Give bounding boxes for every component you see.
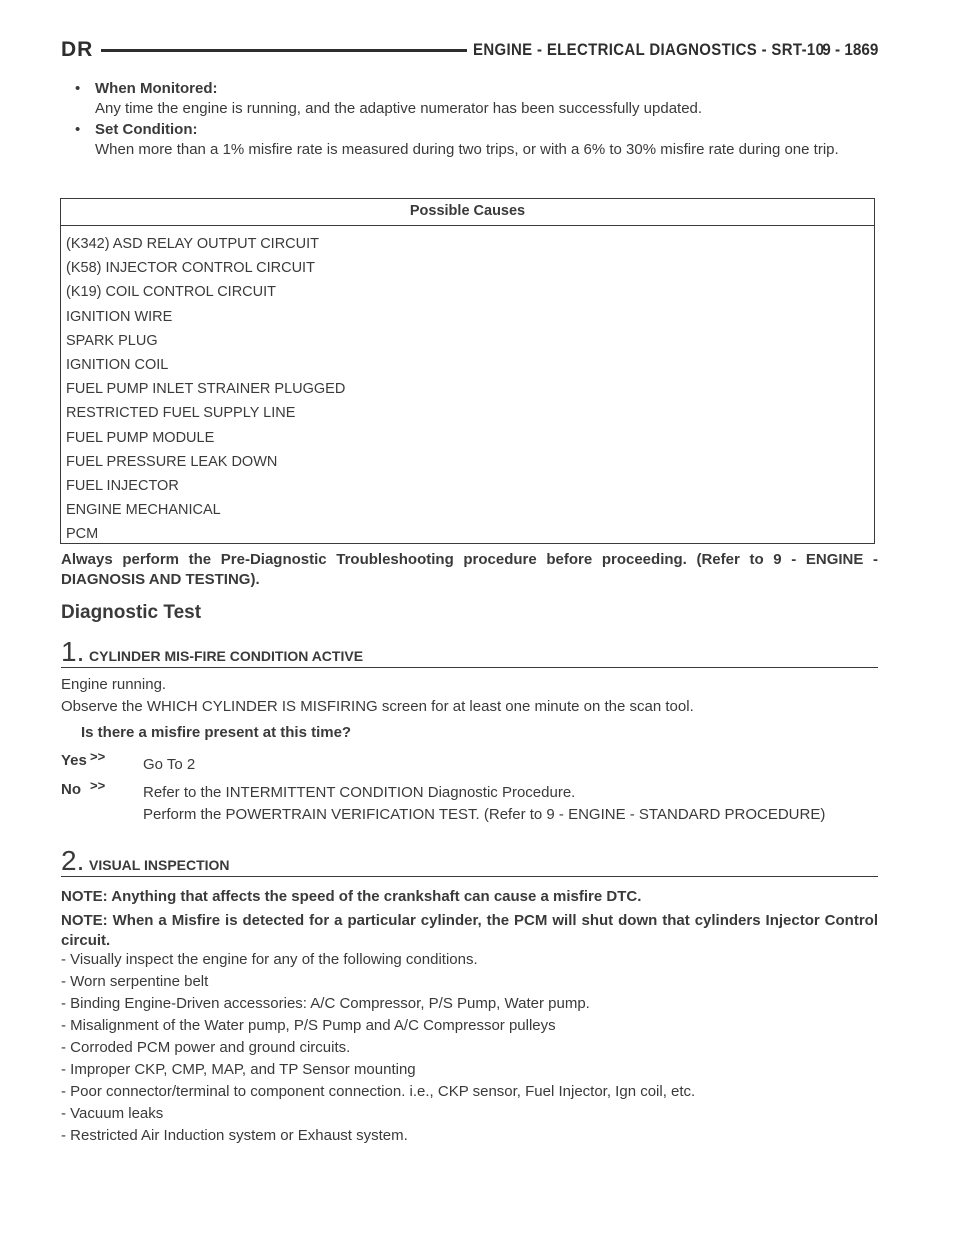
inspection-item: - Misalignment of the Water pump, P/S Pump and A/C Compressor pulleys bbox=[61, 1017, 556, 1034]
header-page-number: 9 - 1869 bbox=[821, 40, 878, 59]
answer-yes-arrow: >> bbox=[90, 749, 106, 764]
possible-causes-table bbox=[60, 198, 875, 544]
step-2-note-1: NOTE: Anything that affects the speed of the crankshaft can cause a misfire DTC. bbox=[61, 888, 642, 905]
inspection-item: - Visually inspect the engine for any of the following conditions. bbox=[61, 951, 478, 968]
cause-item: FUEL INJECTOR bbox=[66, 477, 179, 494]
header-rule bbox=[101, 49, 467, 52]
step-1-line-1: Engine running. bbox=[61, 676, 167, 693]
answer-yes-label: Yes bbox=[61, 752, 87, 769]
inspection-item: - Improper CKP, CMP, MAP, and TP Sensor mounting bbox=[61, 1061, 416, 1078]
page-header bbox=[61, 38, 878, 62]
answer-no-text-1: Refer to the INTERMITTENT CONDITION Diagnostic Procedure. bbox=[143, 784, 576, 801]
step-rule bbox=[61, 876, 878, 877]
header-title: ENGINE - ELECTRICAL DIAGNOSTICS - SRT-10 bbox=[473, 40, 825, 59]
answer-no-arrow: >> bbox=[90, 778, 106, 793]
section-title: Diagnostic Test bbox=[61, 602, 202, 623]
possible-causes-list bbox=[61, 226, 874, 546]
bullet-label: When Monitored: bbox=[95, 80, 218, 97]
cause-item: PCM bbox=[66, 526, 99, 543]
cause-item: IGNITION WIRE bbox=[66, 308, 173, 325]
step-2-note-2: NOTE: When a Misfire is detected for a particular cylinder, the PCM will shut down that cylinders Injector Control circuit. bbox=[61, 912, 878, 949]
cause-item: FUEL PRESSURE LEAK DOWN bbox=[66, 453, 278, 470]
inspection-item: - Restricted Air Induction system or Exhaust system. bbox=[61, 1127, 408, 1144]
step-1-question: Is there a misfire present at this time? bbox=[81, 724, 352, 741]
cause-item: FUEL PUMP MODULE bbox=[66, 429, 215, 446]
bullet-dot: • bbox=[75, 80, 81, 97]
cause-item: RESTRICTED FUEL SUPPLY LINE bbox=[66, 405, 296, 422]
step-1-line-2: Observe the WHICH CYLINDER IS MISFIRING screen for at least one minute on the scan tool. bbox=[61, 698, 694, 715]
bullet-text: When more than a 1% misfire rate is measured during two trips, or with a 6% to 30% misfire rate during one trip. bbox=[95, 141, 839, 158]
step-1-heading bbox=[61, 636, 878, 668]
possible-causes-heading: Possible Causes bbox=[61, 199, 874, 226]
bullet-dot: • bbox=[75, 121, 81, 138]
bullet-label: Set Condition: bbox=[95, 121, 198, 138]
cause-item: (K342) ASD RELAY OUTPUT CIRCUIT bbox=[66, 236, 320, 252]
answer-no-label: No bbox=[61, 781, 81, 798]
step-number: 1. bbox=[61, 636, 85, 667]
cause-item: IGNITION COIL bbox=[66, 356, 169, 373]
step-name: VISUAL INSPECTION bbox=[89, 857, 230, 873]
cause-item: ENGINE MECHANICAL bbox=[66, 502, 221, 519]
answer-no-text-2: Perform the POWERTRAIN VERIFICATION TEST. (Refer to 9 - ENGINE - STANDARD PROCEDURE) bbox=[143, 806, 826, 823]
step-name: CYLINDER MIS-FIRE CONDITION ACTIVE bbox=[89, 648, 364, 664]
inspection-item: - Corroded PCM power and ground circuits. bbox=[61, 1039, 351, 1056]
bullet-text: Any time the engine is running, and the adaptive numerator has been successfully updated. bbox=[95, 100, 703, 117]
cause-item: FUEL PUMP INLET STRAINER PLUGGED bbox=[66, 381, 346, 398]
pre-diagnostic-note: Always perform the Pre-Diagnostic Troubleshooting procedure before proceeding. (Refer to 9 - ENGINE - DIAGNOSIS AND TESTING). bbox=[61, 551, 878, 588]
inspection-item: - Vacuum leaks bbox=[61, 1105, 164, 1122]
cause-item: (K58) INJECTOR CONTROL CIRCUIT bbox=[66, 260, 315, 277]
step-number: 2. bbox=[61, 845, 85, 876]
inspection-item: - Binding Engine-Driven accessories: A/C Compressor, P/S Pump, Water pump. bbox=[61, 995, 590, 1012]
header-model-code: DR bbox=[61, 38, 94, 61]
inspection-item: - Worn serpentine belt bbox=[61, 973, 209, 990]
inspection-item: - Poor connector/terminal to component connection. i.e., CKP sensor, Fuel Injector, Ign coil, etc. bbox=[61, 1083, 696, 1100]
step-rule bbox=[61, 667, 878, 668]
answer-yes-text: Go To 2 bbox=[143, 756, 196, 773]
cause-item: SPARK PLUG bbox=[66, 332, 158, 349]
cause-item: (K19) COIL CONTROL CIRCUIT bbox=[66, 284, 277, 301]
step-2-heading bbox=[61, 845, 878, 877]
